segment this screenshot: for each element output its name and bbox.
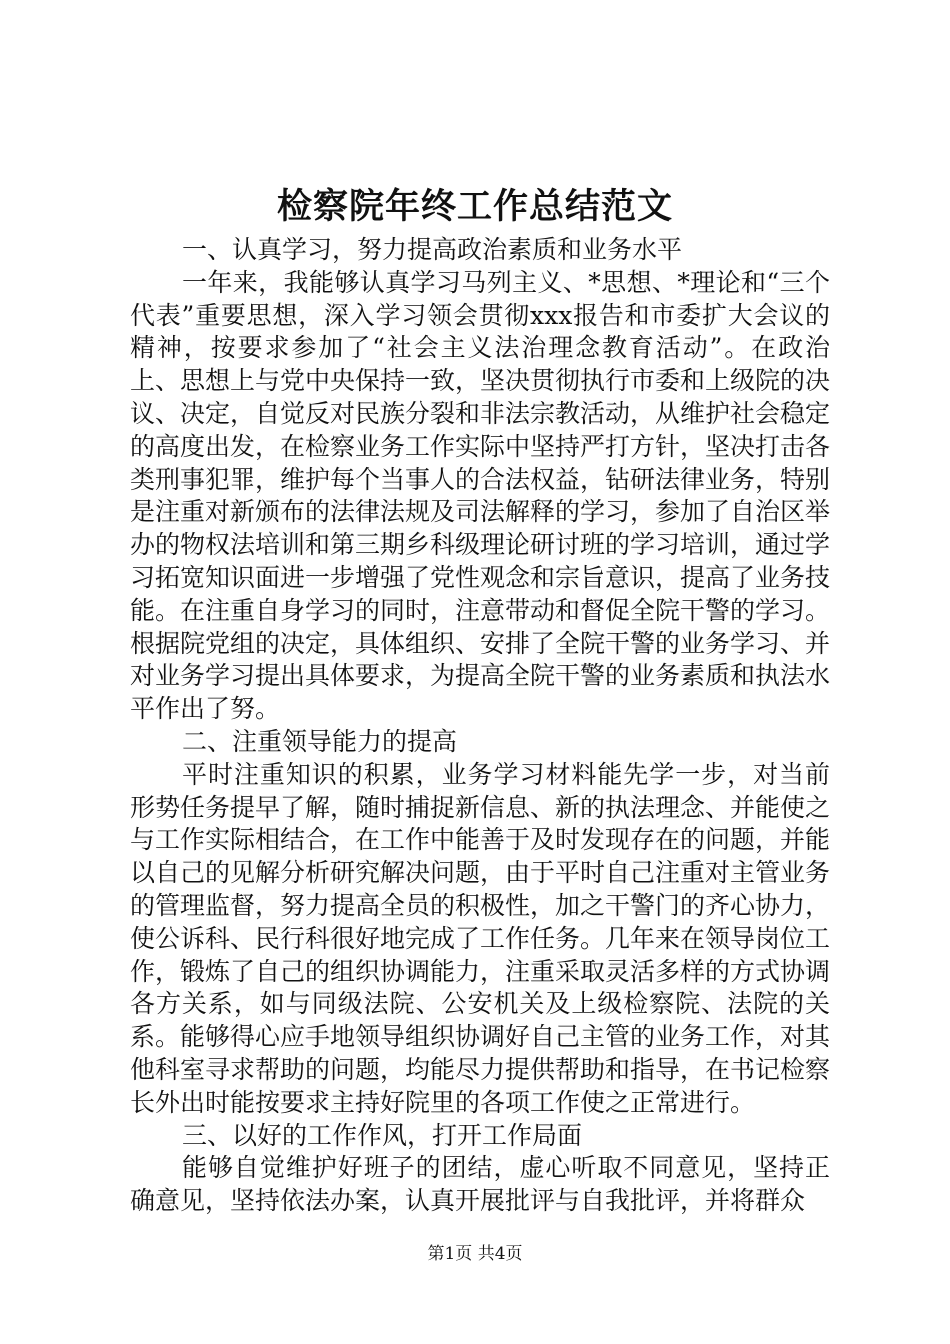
paragraph-1: 一年来，我能够认真学习马列主义、*思想、*理论和“三个代表”重要思想，深入学习领会贯彻xxx报告和市委扩大会议的精神，按要求参加了“社会主义法治理念教育活动”。在政治上、思想上与党中央保持一致，坚决贯彻执行市委和上级院的决议、决定，自觉反对民族分裂和非法宗教活动，从维护社会稳定的高度出发，在检察业务工作实际中坚持严打方针，坚决打击各类刑事犯罪，维护每个当事人的合法权益，钻研法律业务，特别是注重对新颁布的法律法规及司法解释的学习，参加了自治区举办的物权法培训和第三期乡科级理论研讨班的学习培训，通过学习拓宽知识面进一步增强了党性观念和宗旨意识，提高了业务技能。在注重自身学习的同时，注意带动和督促全院干警的学习。根据院党组的决定，具体组织、安排了全院干警的业务学习、并对业务学习提出具体要求，为提高全院干警的业务素质和执法水平作出了努。 — [130, 267, 831, 724]
section-heading-1: 一、认真学习，努力提高政治素质和业务水平 — [182, 235, 683, 264]
section-heading-2: 二、注重领导能力的提高 — [182, 726, 458, 756]
paragraph-2: 平时注重知识的积累，业务学习材料能先学一步，对当前形势任务提早了解，随时捕捉新信息、新的执法理念、并能使之与工作实际相结合，在工作中能善于及时发现存在的问题，并能以自己的见解分析研究解决问题，由于平时自己注重对主管业务的管理监督，努力提高全员的积极性，加之干警门的齐心协力，使公诉科、民行科很好地完成了工作任务。几年来在领导岗位工作，锻炼了自己的组织协调能力，注重采取灵活多样的方式协调各方关系，如与同级法院、公安机关及上级检察院、法院的关系。能够得心应手地领导组织协调好自己主管的业务工作，对其他科室寻求帮助的问题，均能尽力提供帮助和指导，在书记检察长外出时能按要求主持好院里的各项工作使之正常进行。 — [130, 759, 831, 1117]
section-heading-3: 三、以好的工作作风，打开工作局面 — [182, 1120, 583, 1150]
document-body — [130, 234, 830, 1218]
document-title: 检察院年终工作总结范文 — [276, 187, 673, 227]
paragraph-3: 能够自觉维护好班子的团结，虚心听取不同意见，坚持正确意见，坚持依法办案，认真开展批评与自我批评，并将群众 — [130, 1153, 830, 1216]
page-footer: 第1页 共4页 — [427, 1244, 523, 1264]
